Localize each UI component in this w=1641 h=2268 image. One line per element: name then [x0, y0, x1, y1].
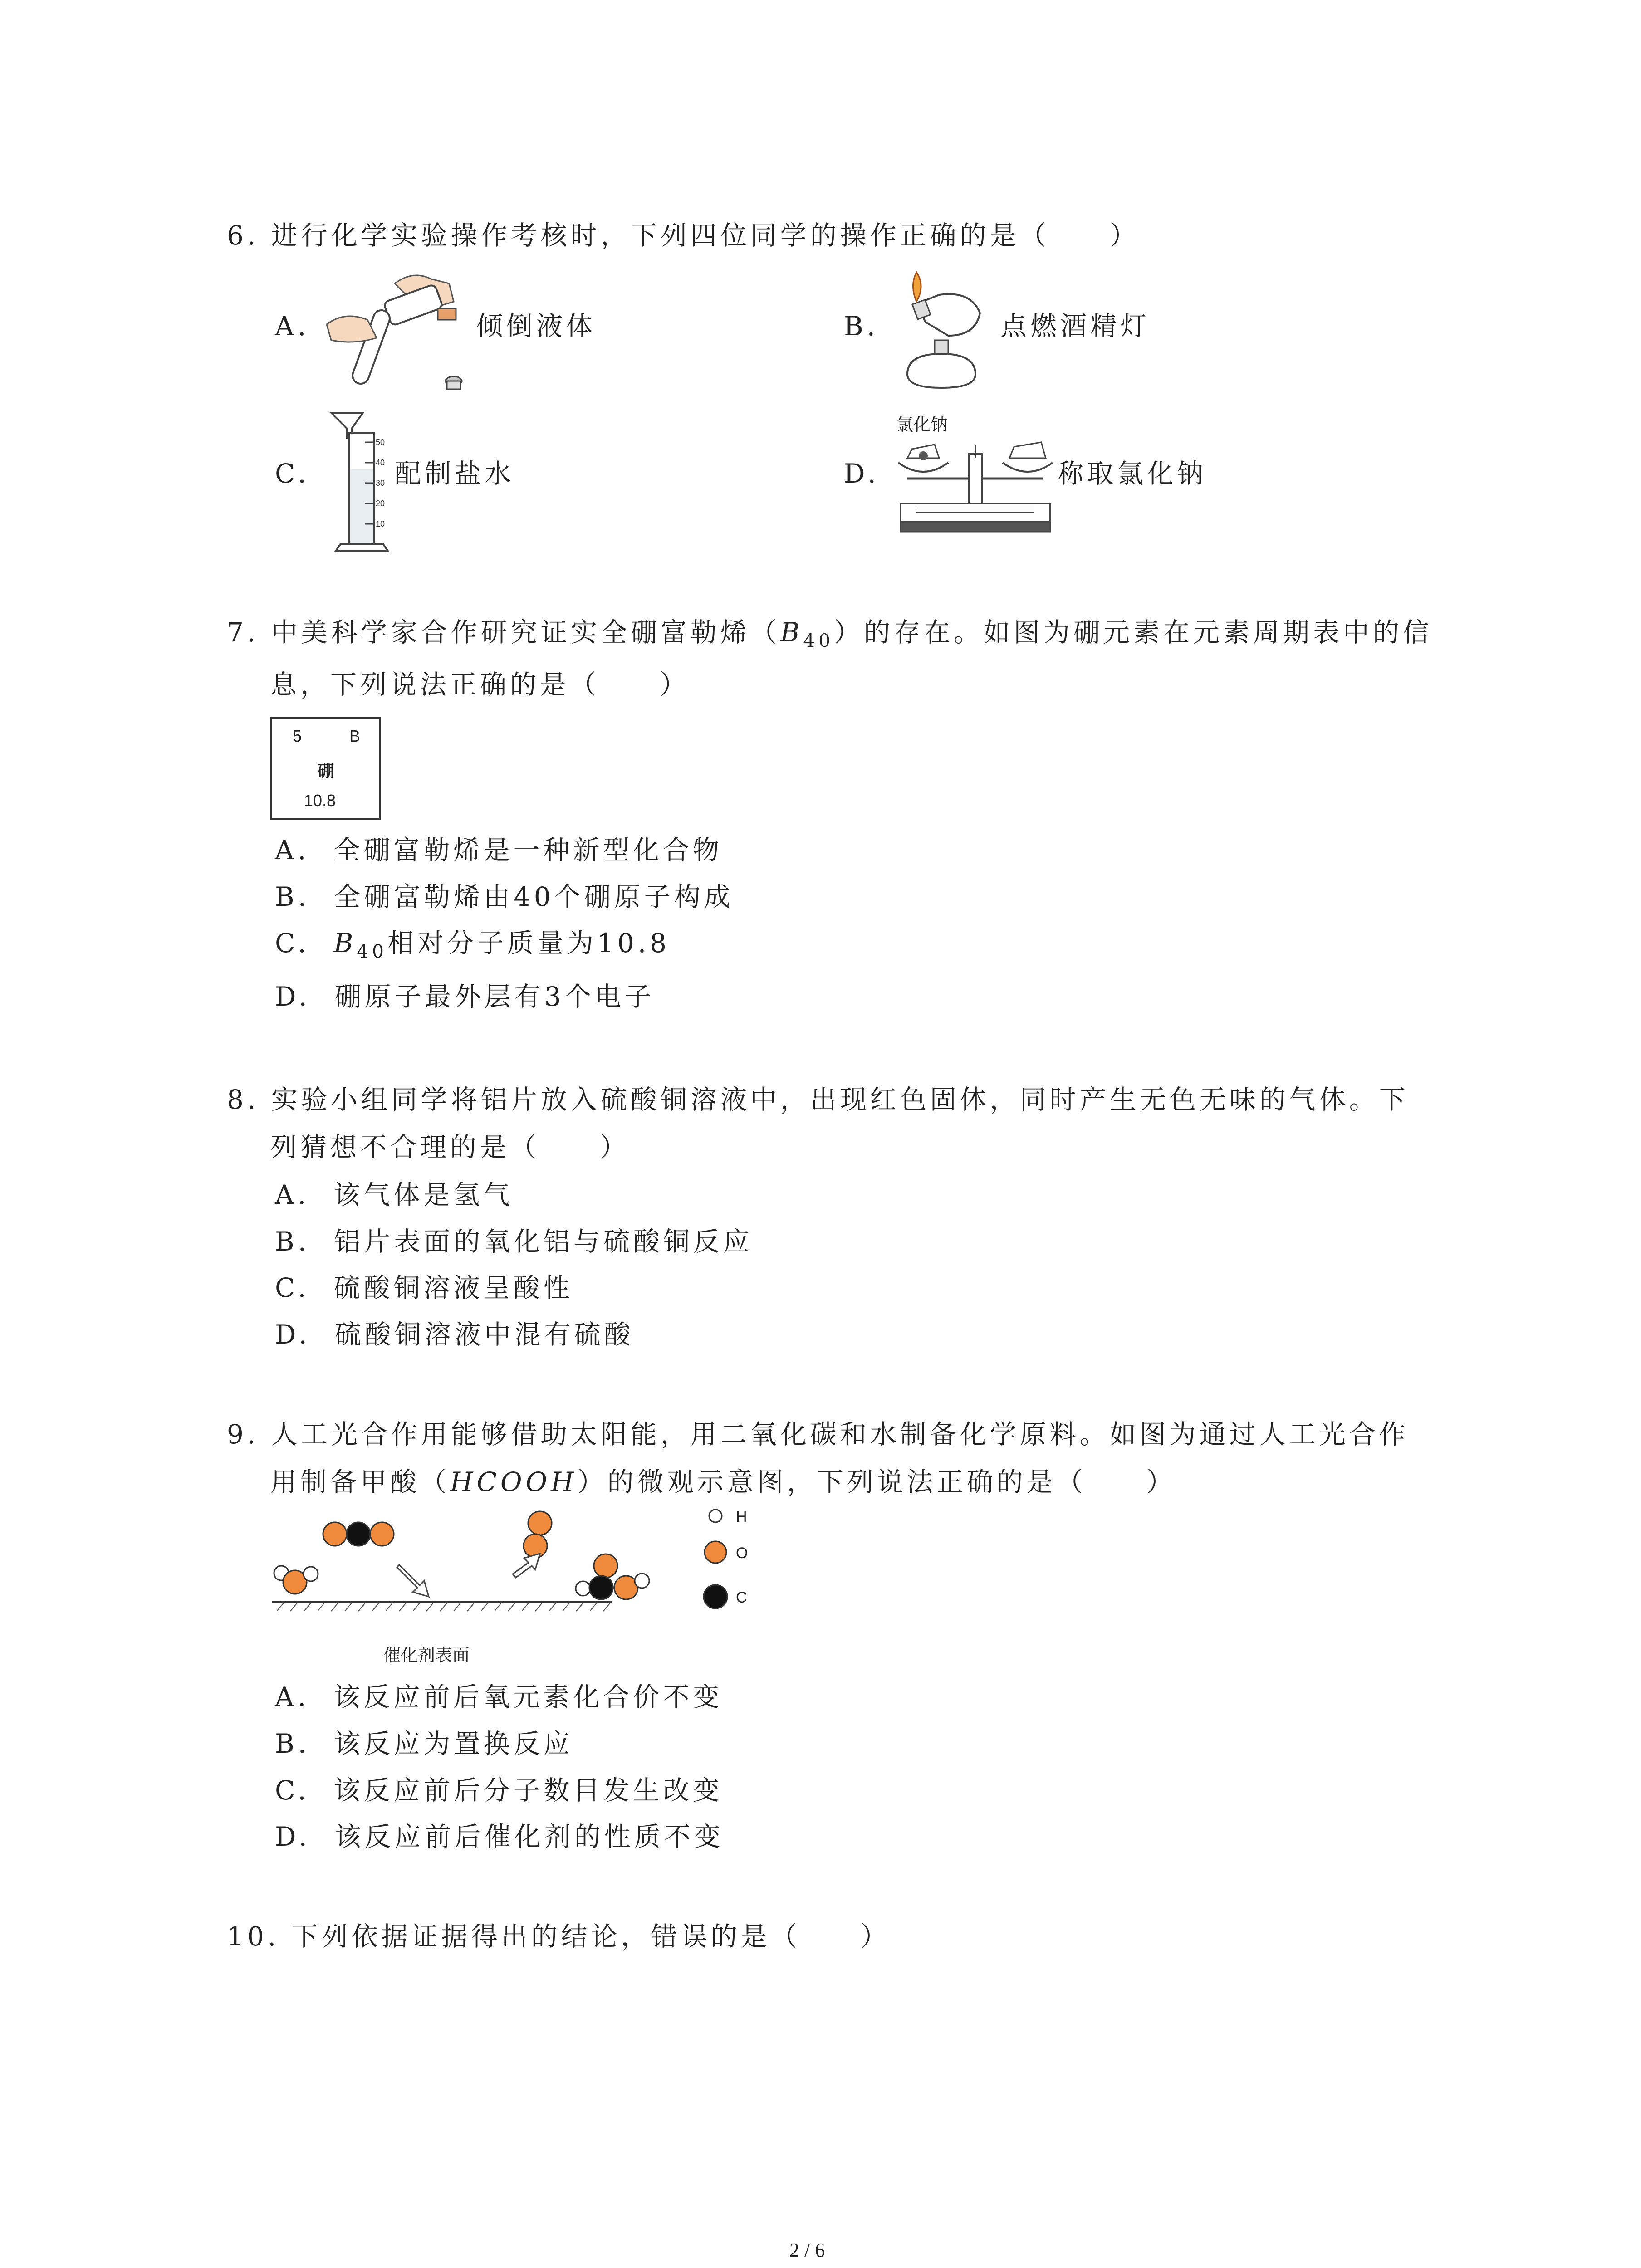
h2o-molecule: [274, 1566, 318, 1594]
q7-formula-sub: 40: [803, 630, 834, 652]
q8-option-d-letter: D.: [275, 1319, 311, 1350]
q6-option-a-text: 倾倒液体: [476, 311, 597, 342]
q9-stem-post: ）的微观示意图，下列说法正确的是（ ）: [577, 1466, 1176, 1497]
legend-o-atom: [705, 1541, 726, 1563]
element-name: 硼: [318, 762, 334, 780]
q7-stem-post: ）的存在。如图为硼元素在元素周期表中的信: [834, 617, 1433, 648]
element-mass: 10.8: [304, 791, 336, 810]
q7-option-d: [275, 983, 655, 1010]
q9-option-d: [275, 1823, 724, 1850]
q6-option-d-text: 称取氯化钠: [1057, 458, 1207, 489]
q9-option-c-letter: C.: [275, 1775, 310, 1806]
q7-option-c: [275, 930, 670, 961]
q8-option-b: [275, 1228, 753, 1255]
photosynthesis-diagram: [268, 1506, 776, 1637]
q8-option-a: [275, 1179, 514, 1210]
q9-option-a-letter: A.: [275, 1681, 310, 1712]
co2-molecule: [323, 1522, 394, 1546]
q9-option-d-text: 该反应前后催化剂的性质不变: [334, 1821, 724, 1852]
q9-option-a: [275, 1681, 723, 1712]
cylinder-mark-50: 50: [376, 438, 385, 447]
legend-h-label: H: [736, 1508, 747, 1525]
q7-option-a-letter: A.: [275, 835, 310, 865]
q8-stem-line1: 8. 实验小组同学将铝片放入硫酸铜溶液中，出现红色固体，同时产生无色无味的气体。下: [227, 1084, 1409, 1115]
q7-formula: B: [780, 617, 803, 648]
q8-option-a-letter: A.: [275, 1179, 310, 1210]
catalyst-surface-caption: 催化剂表面: [383, 1646, 470, 1665]
arrow-up-icon: [513, 1554, 540, 1578]
hcooh-molecule: [576, 1554, 649, 1599]
q10-stem: 10. 下列依据证据得出的结论，错误的是（ ）: [227, 1921, 891, 1952]
q8-option-c-text: 硫酸铜溶液呈酸性: [333, 1272, 573, 1303]
q9-stem-line2: [270, 1466, 1176, 1497]
q7-option-b-text: 全硼富勒烯由40个硼原子构成: [333, 881, 734, 912]
arrow-down-icon: [397, 1565, 429, 1597]
q6-option-c-text: 配制盐水: [395, 458, 515, 489]
legend-h-atom: [709, 1510, 722, 1522]
q7-option-c-letter: C.: [275, 928, 310, 958]
q7-stem-pre: 7. 中美科学家合作研究证实全硼富勒烯（: [227, 617, 780, 648]
page-number: 2 / 6: [789, 2239, 825, 2261]
q6-option-b-image: [889, 268, 998, 390]
q8-option-c: [275, 1272, 573, 1303]
q7-option-c-text: 相对分子质量为10.8: [387, 928, 671, 958]
element-card-boron: [270, 717, 381, 820]
q7-option-d-letter: D.: [275, 981, 311, 1012]
cylinder-mark-10: 10: [376, 519, 385, 528]
q6-option-c-image: [327, 406, 395, 556]
q6-option-d-image: [889, 431, 1062, 540]
q6-option-d-letter: D.: [844, 458, 880, 489]
q9-stem-pre: 用制备甲酸（: [270, 1466, 451, 1497]
q9-option-c: [275, 1777, 723, 1804]
q9-option-b-text: 该反应为置换反应: [333, 1728, 573, 1759]
balance-label: 氯化钠: [896, 415, 948, 435]
q7-stem-line1: [227, 619, 1433, 650]
q8-option-d: [275, 1321, 634, 1348]
q7-option-b: [275, 881, 734, 912]
element-number: 5: [293, 727, 302, 745]
q8-option-d-text: 硫酸铜溶液中混有硫酸: [334, 1319, 634, 1350]
q9-option-b-letter: B.: [275, 1728, 310, 1759]
q9-option-a-text: 该反应前后氧元素化合价不变: [333, 1681, 723, 1712]
q6-option-b-text: 点燃酒精灯: [1000, 311, 1151, 342]
q7-option-a-text: 全硼富勒烯是一种新型化合物: [333, 835, 723, 865]
q8-option-b-text: 铝片表面的氧化铝与硫酸铜反应: [333, 1226, 753, 1257]
q7-option-d-text: 硼原子最外层有3个电子: [334, 981, 655, 1012]
cylinder-mark-40: 40: [376, 458, 385, 467]
q8-option-a-text: 该气体是氢气: [333, 1179, 514, 1210]
q9-option-c-text: 该反应前后分子数目发生改变: [333, 1775, 723, 1806]
q7-option-c-formula-sub: 40: [357, 940, 387, 963]
legend-c-label: C: [736, 1589, 747, 1606]
q6-option-b-letter: B.: [844, 311, 879, 342]
legend-c-atom: [704, 1585, 727, 1608]
q7-option-a: [275, 837, 723, 863]
q9-option-b: [275, 1730, 573, 1757]
q9-option-d-letter: D.: [275, 1821, 311, 1852]
o2-molecule: [524, 1511, 552, 1558]
element-symbol: B: [349, 727, 361, 745]
q7-option-b-letter: B.: [275, 881, 310, 912]
q8-option-b-letter: B.: [275, 1226, 310, 1257]
q6-option-a-letter: A.: [275, 311, 310, 342]
q7-stem-line2: 息，下列说法正确的是（ ）: [270, 669, 690, 700]
cylinder-mark-20: 20: [376, 499, 385, 508]
q7-option-c-formula: B: [333, 928, 357, 958]
q6-option-c-letter: C.: [275, 458, 310, 489]
q6-stem: 6. 进行化学实验操作考核时，下列四位同学的操作正确的是（ ）: [227, 220, 1140, 251]
cylinder-mark-30: 30: [376, 479, 385, 488]
q6-option-a-image: [318, 265, 472, 397]
q8-option-c-letter: C.: [275, 1272, 310, 1303]
q8-stem-line2: 列猜想不合理的是（ ）: [270, 1132, 630, 1163]
legend-o-label: O: [736, 1545, 748, 1562]
q9-stem-line1: 9. 人工光合作用能够借助太阳能，用二氧化碳和水制备化学原料。如图为通过人工光合作: [227, 1419, 1409, 1450]
q9-formula: HCOOH: [450, 1466, 578, 1497]
